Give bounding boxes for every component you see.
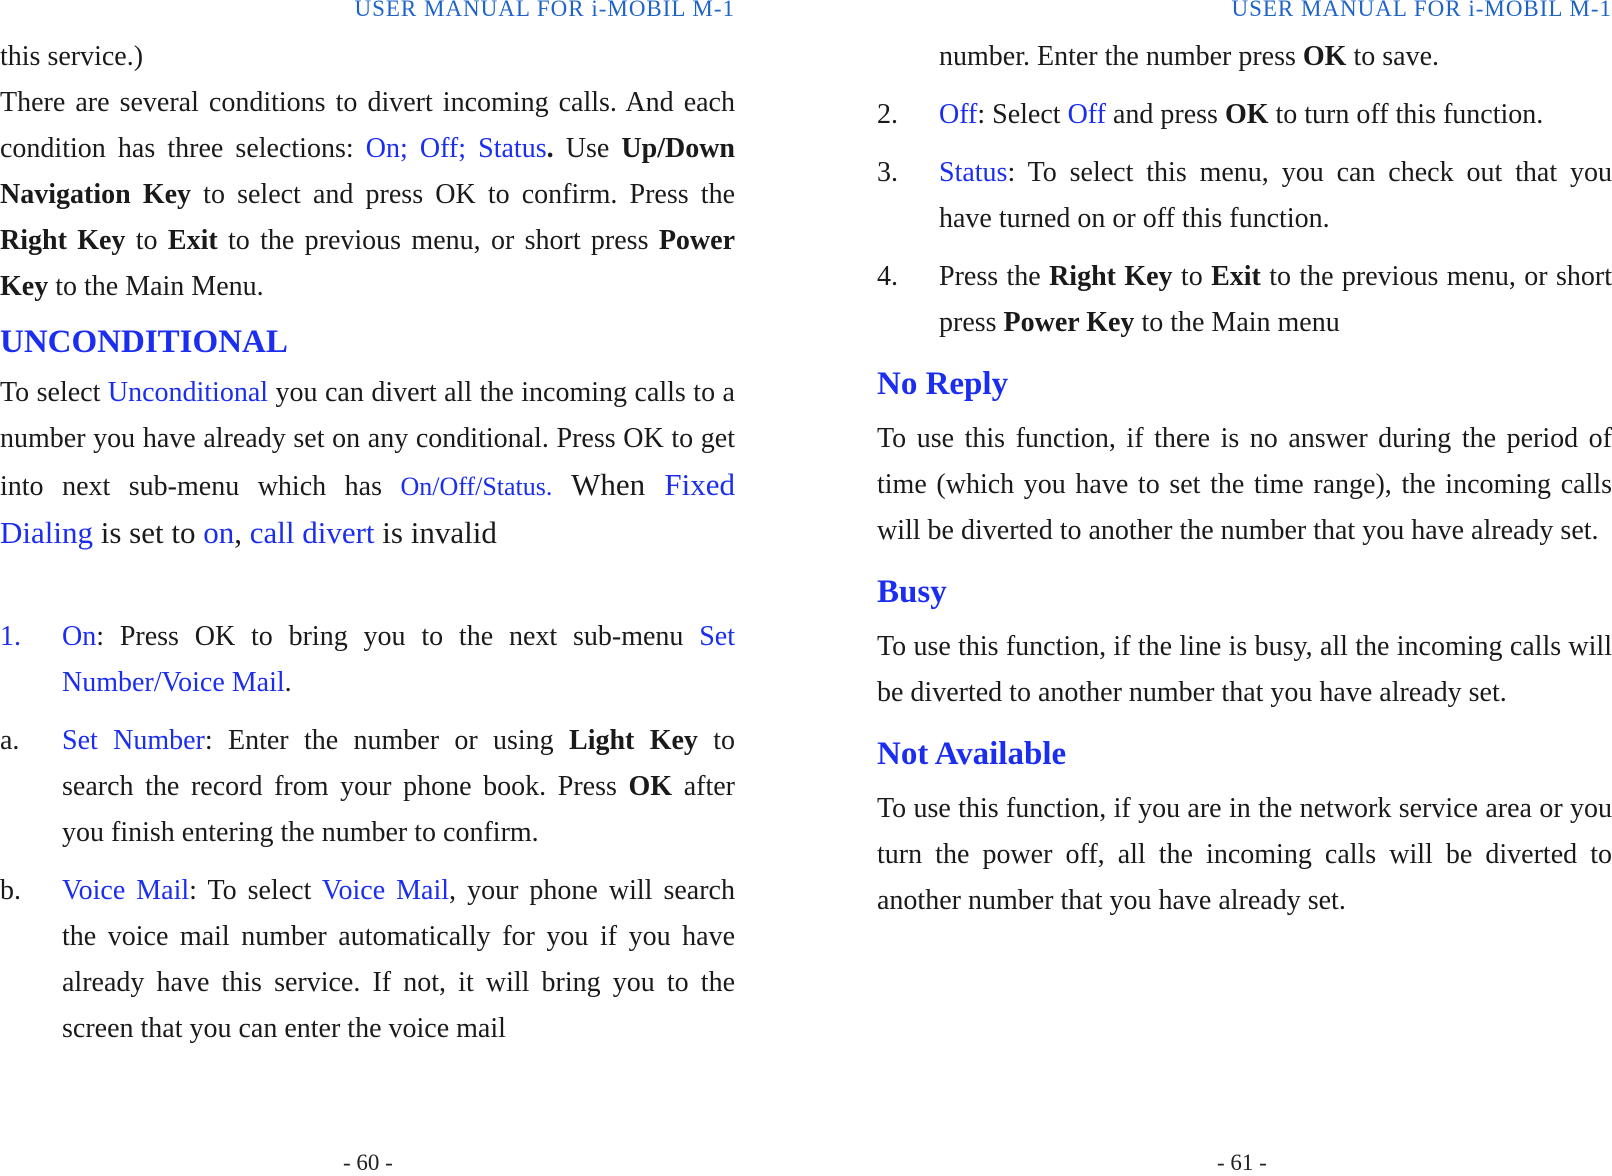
list-item-off [877,92,1612,138]
text: to select and press OK to confirm. Press the [191,179,735,210]
key-name: Light Key [569,725,698,756]
heading-no-reply: No Reply [877,366,1009,402]
term: Fixed Dialing [0,467,735,550]
text: . [284,667,292,698]
text: , your phone will search the voice mail number automatically for you if you have already have this service. If not, it will bring you to the screen that you can enter the voice mail [62,875,735,1044]
text: , [234,515,250,550]
text: to the previous menu, or short press [939,261,1612,338]
text: . [546,133,554,164]
heading-not-available: Not Available [877,736,1067,772]
page-number: - 60 - [343,1150,393,1175]
text: : To select [189,875,322,906]
list-number: 4. [877,261,898,292]
text: : To select this menu, you can check out that you have turned on or off this function. [939,157,1612,234]
list-number: 2. [877,99,898,130]
list-item-set-number [0,718,735,856]
paragraph-busy: To use this function, if the line is busy, all the incoming calls will be diverted to another number that you have already set. [877,631,1612,708]
text: to save. [1346,41,1439,72]
text: number. Enter the number press [939,41,1303,72]
key-name: Power Key [0,225,735,302]
paragraph-no-reply: To use this function, if there is no answer during the period of time (which you have to set the time range), the incoming calls will be diverted to another the number that you have already set. [877,423,1612,546]
term: Off [939,99,978,130]
text: after you finish entering the number to confirm. [62,771,735,848]
key-name: OK [628,771,673,802]
term: Set Number/Voice Mail [62,621,735,698]
options-text: On; Off; Status [365,133,547,164]
page-header: USER MANUAL FOR i-MOBIL M-1 [354,0,735,21]
list-number: 3. [877,157,898,188]
key-name: Exit [1211,261,1261,292]
term: Unconditional [107,377,269,408]
term: call divert [249,515,375,550]
paragraph-conditions [0,80,735,310]
list-number: 1. [0,621,21,652]
key-name: Power Key [1003,307,1135,338]
text: and press [1105,99,1225,130]
term: Off [1067,99,1106,130]
text: Press the [939,261,1050,292]
text: you can divert all the incoming calls to a number you have already set on any conditional. Press OK to get into next sub-menu which has [0,377,735,502]
heading-busy: Busy [877,574,947,610]
list-item-right-key [877,254,1612,346]
paragraph-service: this service.) [0,41,144,72]
paragraph-not-available: To use this function, if you are in the network service area or you turn the power off, all the incoming calls will be diverted to another number that you have already set. [877,793,1612,916]
term: Set Number [62,725,205,756]
text: is set to [93,515,204,550]
text: to the previous menu, or short press [217,225,659,256]
key-name: OK [1302,41,1347,72]
left-page [0,0,736,1175]
key-name: Exit [167,225,218,256]
text: to [1172,261,1212,292]
term: Voice Mail [321,875,450,906]
text: to turn off this function. [1268,99,1544,130]
heading-unconditional: UNCONDITIONAL [0,324,288,360]
text: Use [553,133,622,164]
page-header: USER MANUAL FOR i-MOBIL M-1 [1231,0,1612,21]
left-page-body [0,34,735,1052]
term: on [203,515,235,550]
right-page [877,0,1612,1175]
paragraph-unconditional [0,370,735,558]
term: On/Off/Status. [400,472,553,501]
text: : Press OK to bring you to the next sub-menu [96,621,700,652]
text: to the Main Menu. [48,271,264,302]
term: Voice Mail [62,875,190,906]
key-name: OK [1224,99,1269,130]
text: To select [0,377,108,408]
key-name: Right Key [1049,261,1173,292]
list-number: a. [0,725,20,756]
right-page-body [877,34,1612,924]
term: On [62,621,97,652]
text: : Select [977,99,1068,130]
list-item-on [0,614,735,706]
text: to [125,225,168,256]
key-name: Right Key [0,225,126,256]
list-item-voice-mail [0,868,735,1052]
page-number: - 61 - [1217,1150,1267,1175]
key-name: Up/Down Navigation Key [0,133,735,210]
text: When [552,467,665,502]
text: : Enter the number or using [204,725,570,756]
text: is invalid [374,515,497,550]
text: There are several conditions to divert incoming calls. And each condition has three selections: [0,87,735,164]
list-number: b. [0,875,21,906]
text: to the Main menu [1134,307,1340,338]
text: to search the record from your phone book. Press [62,725,736,802]
term: Status [939,157,1008,188]
list-item-status [877,150,1612,242]
list-item-continued [877,34,1612,80]
